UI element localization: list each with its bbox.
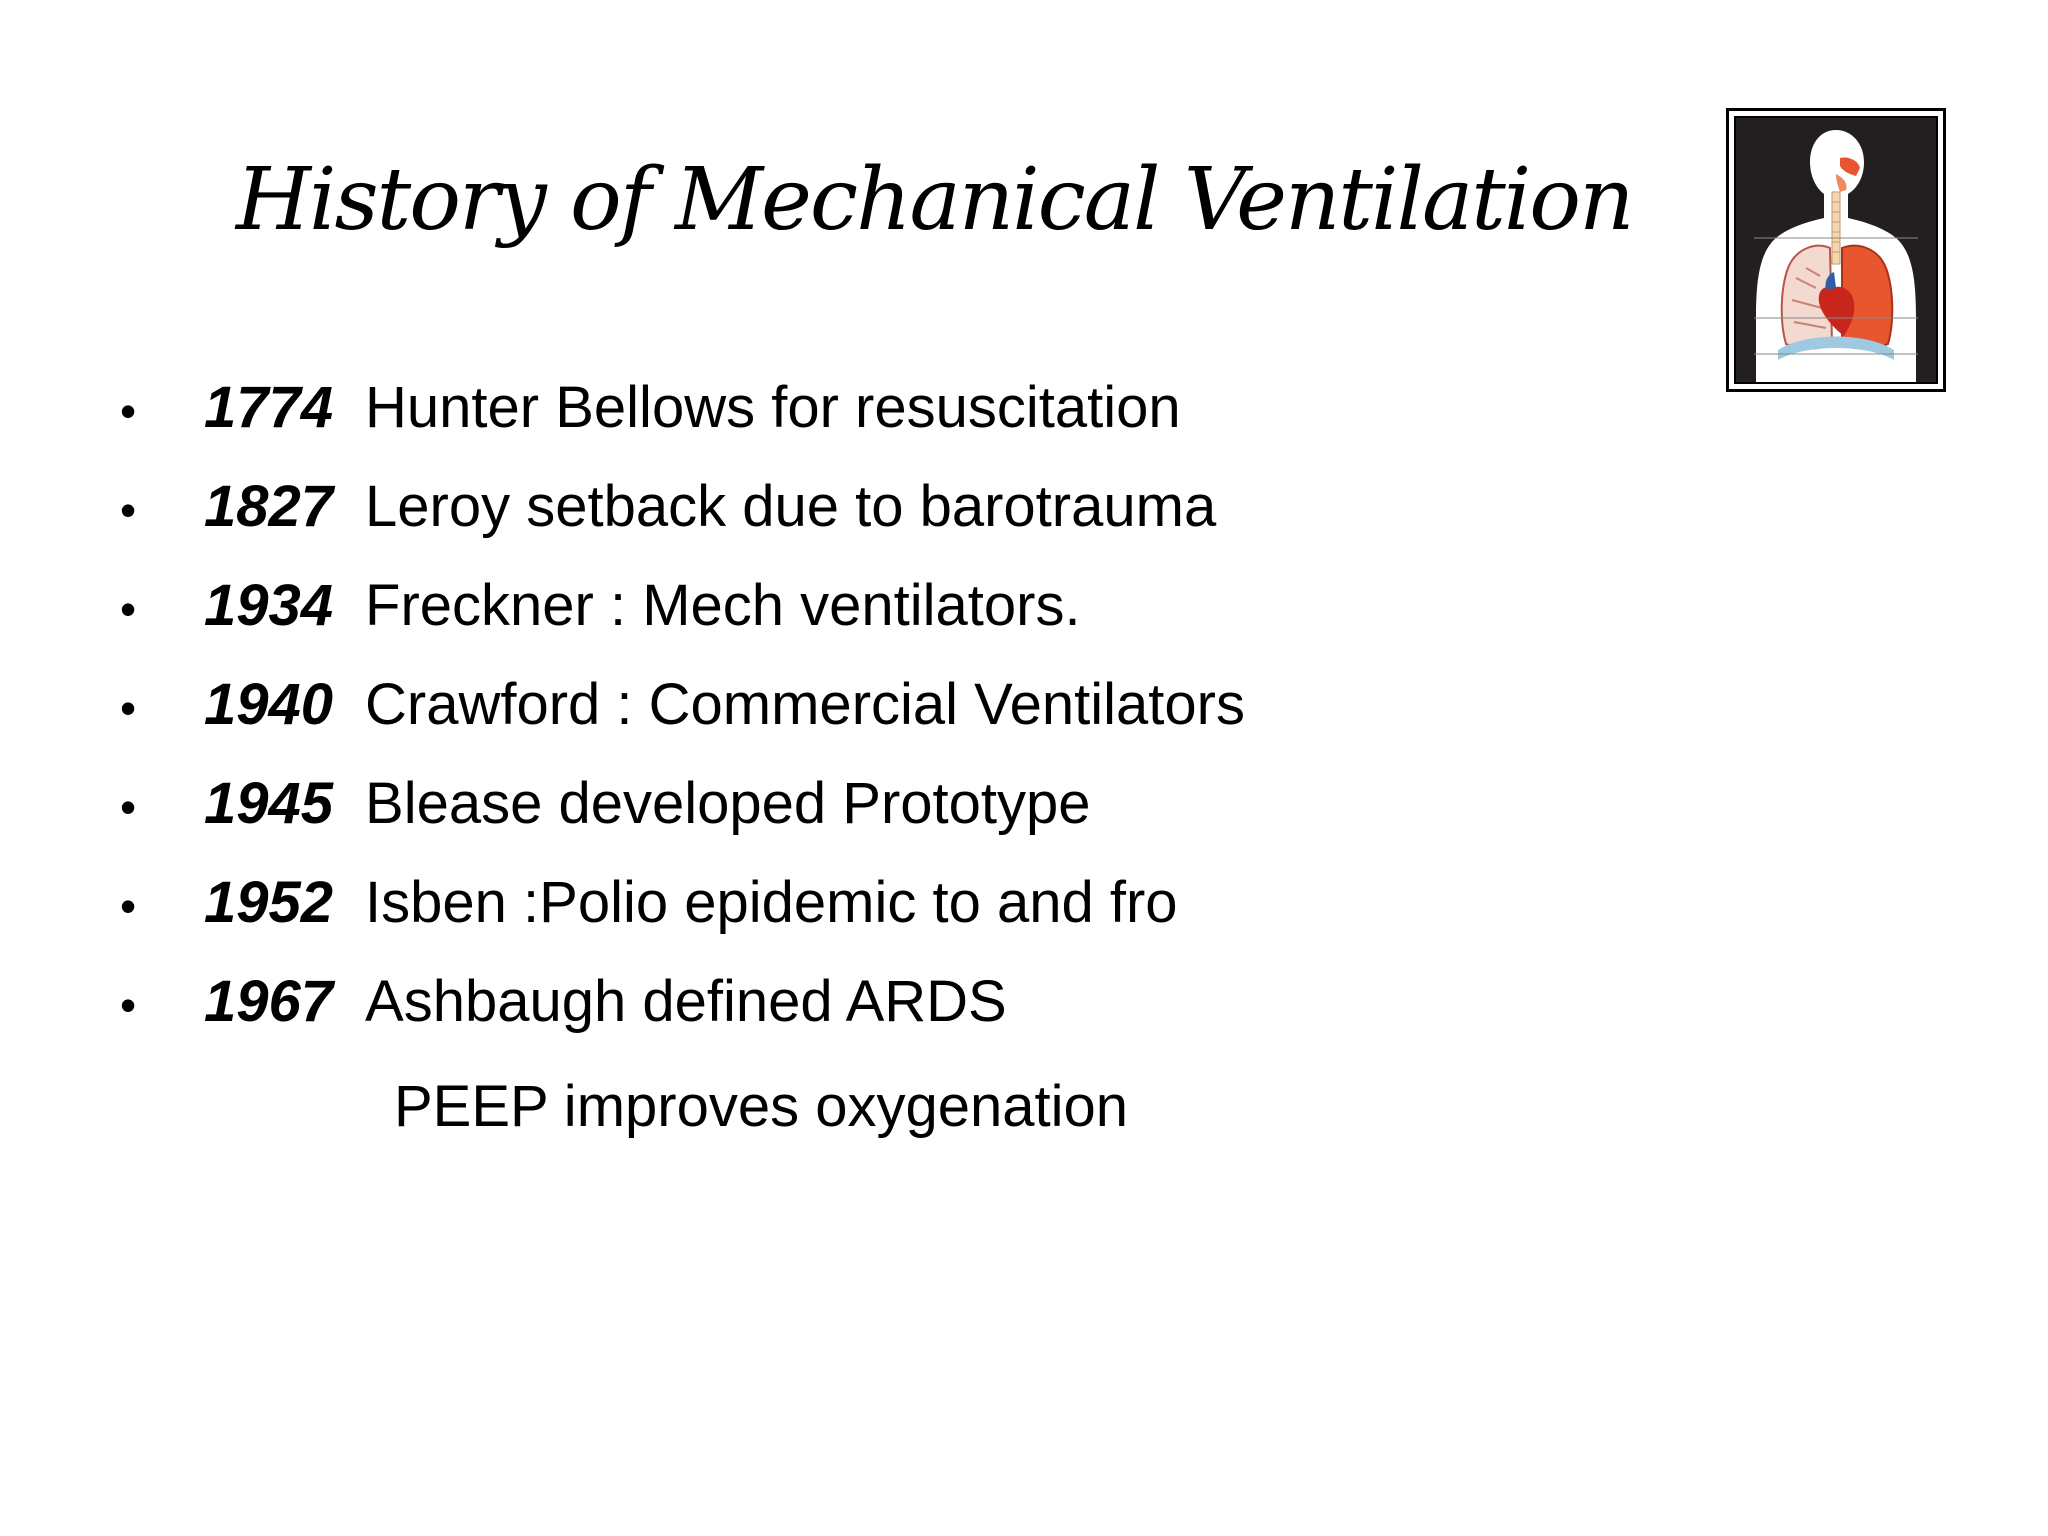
list-item	[120, 572, 1245, 671]
item-text: Blease developed Prototype	[365, 771, 1091, 836]
respiratory-system-image	[1726, 108, 1946, 392]
list-item	[120, 770, 1245, 869]
bullet-marker: •	[120, 979, 137, 1031]
bullet-marker: •	[120, 385, 137, 437]
item-year: 1774	[204, 375, 334, 440]
bullet-marker: •	[120, 583, 137, 635]
bullet-marker: •	[120, 880, 137, 932]
bullet-marker: •	[120, 682, 137, 734]
item-text: Ashbaugh defined ARDS	[365, 969, 1007, 1034]
timeline-list	[120, 374, 1245, 1067]
continuation-text: PEEP improves oxygenation	[394, 1074, 1129, 1139]
item-text: Freckner : Mech ventilators.	[365, 573, 1081, 638]
item-text: Hunter Bellows for resuscitation	[365, 375, 1181, 440]
bullet-marker: •	[120, 484, 137, 536]
item-year: 1827	[204, 474, 334, 539]
bullet-marker: •	[120, 781, 137, 833]
item-text: Isben :Polio epidemic to and fro	[365, 870, 1178, 935]
item-year: 1940	[204, 672, 334, 737]
slide-title: History of Mechanical Ventilation	[236, 150, 1633, 250]
item-year: 1945	[204, 771, 334, 836]
item-year: 1967	[204, 969, 334, 1034]
list-item	[120, 869, 1245, 968]
list-item	[120, 671, 1245, 770]
item-year: 1952	[204, 870, 334, 935]
respiratory-system-frame	[1734, 116, 1938, 384]
list-item	[120, 968, 1245, 1067]
item-text: Crawford : Commercial Ventilators	[365, 672, 1245, 737]
list-item	[120, 374, 1245, 473]
item-text: Leroy setback due to barotrauma	[365, 474, 1217, 539]
list-item	[120, 473, 1245, 572]
item-year: 1934	[204, 573, 334, 638]
respiratory-system-icon	[1736, 118, 1936, 382]
